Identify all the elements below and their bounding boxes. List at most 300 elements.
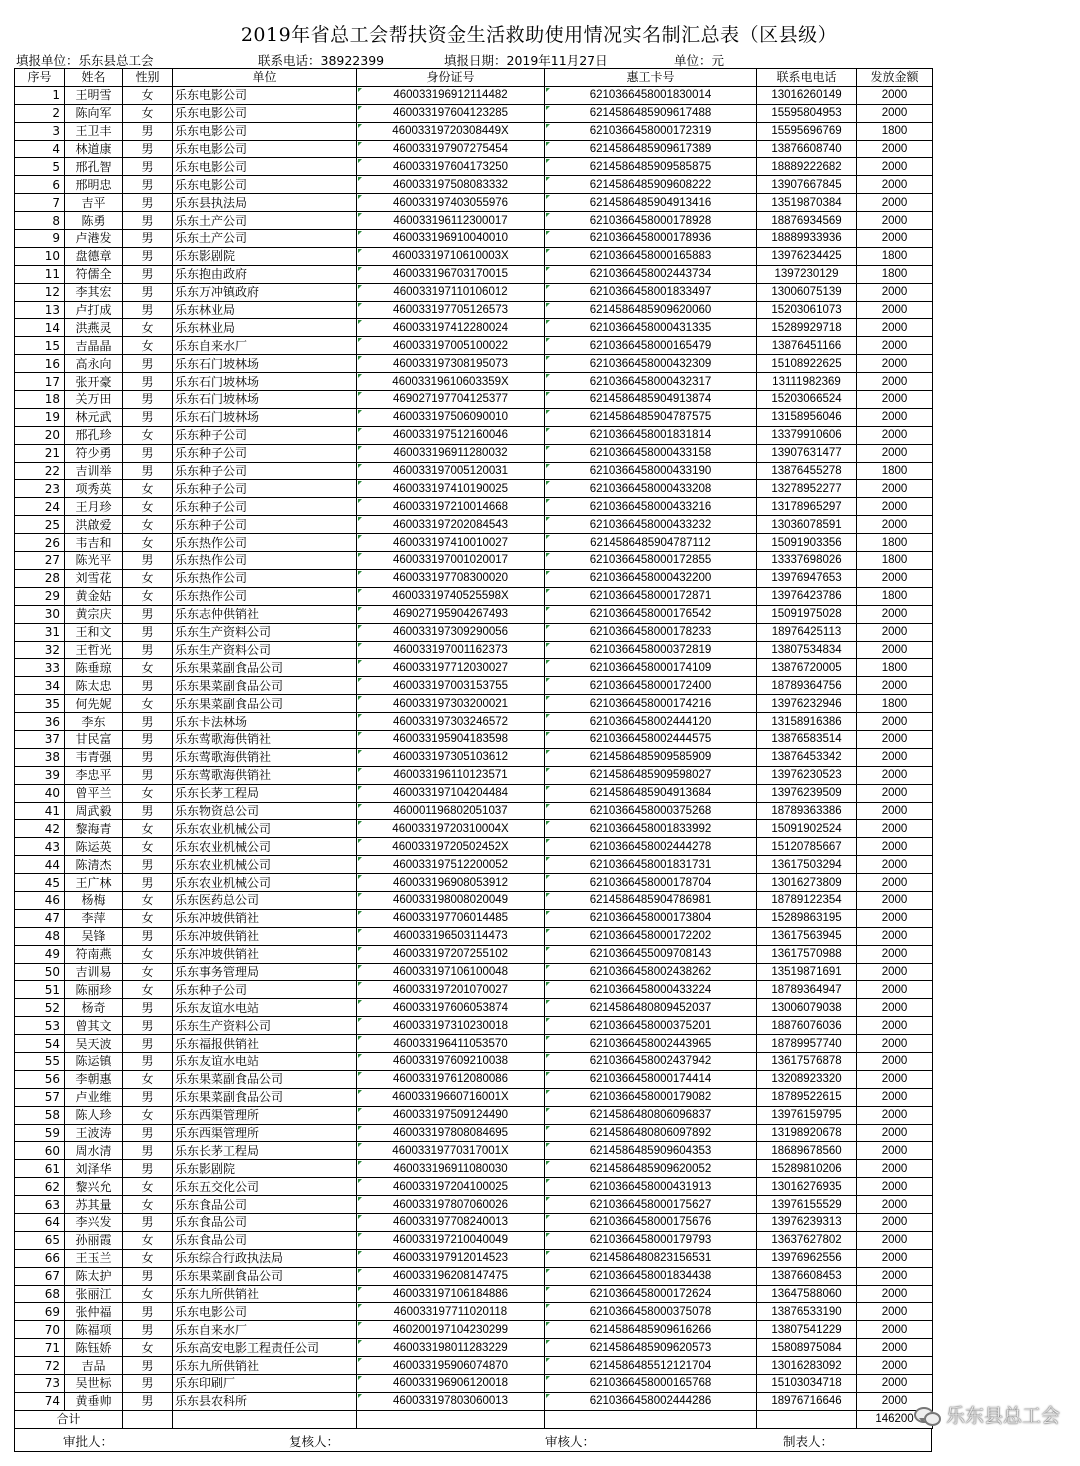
id-number: 460033196908053912 — [357, 874, 545, 892]
table-row — [15, 534, 933, 552]
person-name: 黎兴允 — [65, 1178, 123, 1196]
phone-number: 15289810206 — [757, 1160, 857, 1178]
phone-number: 13876720005 — [757, 659, 857, 677]
table-row — [15, 713, 933, 731]
amount: 2000 — [857, 963, 933, 981]
person-name: 吉平 — [65, 194, 123, 212]
work-unit: 乐东石门坡林场 — [173, 408, 357, 426]
table-row — [15, 1088, 933, 1106]
row-number: 32 — [15, 641, 65, 659]
amount: 2000 — [857, 838, 933, 856]
work-unit: 乐东种子公司 — [173, 516, 357, 534]
card-number: 6210366458000174414 — [545, 1070, 757, 1088]
work-unit: 乐东综合行政执法局 — [173, 1249, 357, 1267]
total-label: 合计 — [15, 1410, 123, 1428]
table-row — [15, 999, 933, 1017]
gender: 男 — [123, 927, 173, 945]
gender: 男 — [123, 462, 173, 480]
work-unit: 乐东种子公司 — [173, 426, 357, 444]
id-number: 469027195904267493 — [357, 605, 545, 623]
row-number: 39 — [15, 766, 65, 784]
person-name: 邢明忠 — [65, 176, 123, 194]
id-number: 460033195904183598 — [357, 730, 545, 748]
id-number: 460033197110106012 — [357, 283, 545, 301]
amount: 2000 — [857, 730, 933, 748]
gender: 女 — [123, 498, 173, 516]
row-number: 57 — [15, 1088, 65, 1106]
id-number: 460033196911280032 — [357, 444, 545, 462]
amount: 2000 — [857, 784, 933, 802]
row-number: 18 — [15, 391, 65, 409]
phone-number: 13876608453 — [757, 1267, 857, 1285]
row-number: 44 — [15, 856, 65, 874]
card-number: 6210366458002438262 — [545, 963, 757, 981]
gender: 男 — [123, 677, 173, 695]
work-unit: 乐东生产资料公司 — [173, 1017, 357, 1035]
card-number: 6210366458000172855 — [545, 552, 757, 570]
phone-number: 13617576878 — [757, 1052, 857, 1070]
id-number: 460033197508083332 — [357, 176, 545, 194]
phone-number: 13379910606 — [757, 426, 857, 444]
work-unit: 乐东县农科所 — [173, 1392, 357, 1410]
phone-number: 13976239313 — [757, 1214, 857, 1232]
col-header-card: 惠工卡号 — [545, 69, 757, 87]
card-number: 6210366458000178704 — [545, 874, 757, 892]
work-unit: 乐东热作公司 — [173, 569, 357, 587]
row-number: 46 — [15, 891, 65, 909]
amount: 2000 — [857, 1267, 933, 1285]
card-number: 6210366458000431913 — [545, 1178, 757, 1196]
gender: 男 — [123, 1017, 173, 1035]
person-name: 符南燕 — [65, 945, 123, 963]
table-row — [15, 677, 933, 695]
amount: 2000 — [857, 1196, 933, 1214]
work-unit: 乐东物资总公司 — [173, 802, 357, 820]
person-name: 黎海青 — [65, 820, 123, 838]
gender: 女 — [123, 337, 173, 355]
row-number: 22 — [15, 462, 65, 480]
work-unit: 乐东果菜副食品公司 — [173, 1267, 357, 1285]
row-number: 40 — [15, 784, 65, 802]
id-number: 460033197412280024 — [357, 319, 545, 337]
table-row — [15, 230, 933, 248]
id-number: 460033197803060013 — [357, 1392, 545, 1410]
table-row — [15, 498, 933, 516]
row-number: 12 — [15, 283, 65, 301]
gender: 女 — [123, 820, 173, 838]
table-row — [15, 194, 933, 212]
phone-number: 1397230129 — [757, 265, 857, 283]
amount: 2000 — [857, 641, 933, 659]
gender: 男 — [123, 283, 173, 301]
gender: 男 — [123, 874, 173, 892]
phone-number: 13976155529 — [757, 1196, 857, 1214]
amount: 2000 — [857, 1160, 933, 1178]
table-row — [15, 587, 933, 605]
person-name: 吉晶晶 — [65, 337, 123, 355]
row-number: 49 — [15, 945, 65, 963]
amount: 2000 — [857, 766, 933, 784]
gender: 男 — [123, 1124, 173, 1142]
amount: 2000 — [857, 391, 933, 409]
col-header-name: 姓名 — [65, 69, 123, 87]
card-number: 6210366458001834438 — [545, 1267, 757, 1285]
table-row — [15, 1142, 933, 1160]
gender: 女 — [123, 516, 173, 534]
amount: 2000 — [857, 1106, 933, 1124]
table-row — [15, 874, 933, 892]
card-number: 6214586485909620052 — [545, 1160, 757, 1178]
row-number: 59 — [15, 1124, 65, 1142]
id-number: 460033197303200021 — [357, 695, 545, 713]
amount: 2000 — [857, 909, 933, 927]
table-row — [15, 1214, 933, 1232]
card-number: 6214586485909620573 — [545, 1339, 757, 1357]
amount: 2000 — [857, 1339, 933, 1357]
person-name: 李朝惠 — [65, 1070, 123, 1088]
person-name: 陈清杰 — [65, 856, 123, 874]
gender: 女 — [123, 981, 173, 999]
card-number: 6210366458000375201 — [545, 1017, 757, 1035]
phone-number: 18876934569 — [757, 212, 857, 230]
phone-number: 13976234425 — [757, 247, 857, 265]
gender: 男 — [123, 1035, 173, 1053]
card-number: 6210366458000172202 — [545, 927, 757, 945]
work-unit: 乐东食品公司 — [173, 1214, 357, 1232]
row-number: 4 — [15, 140, 65, 158]
work-unit: 乐东莺歌海供销社 — [173, 730, 357, 748]
card-number: 6210366458000433158 — [545, 444, 757, 462]
person-name: 洪啟爱 — [65, 516, 123, 534]
table-row — [15, 1339, 933, 1357]
id-number: 460033196110123571 — [357, 766, 545, 784]
work-unit: 乐东莺歌海供销社 — [173, 748, 357, 766]
amount: 2000 — [857, 891, 933, 909]
id-number: 460033196411053570 — [357, 1035, 545, 1053]
person-name: 陈垂琼 — [65, 659, 123, 677]
work-unit: 乐东石门坡林场 — [173, 373, 357, 391]
amount: 1800 — [857, 265, 933, 283]
gender: 男 — [123, 1160, 173, 1178]
row-number: 29 — [15, 587, 65, 605]
page-title: 2019年省总工会帮扶资金生活救助使用情况实名制汇总表（区县级） — [240, 24, 838, 46]
table-row — [15, 963, 933, 981]
row-number: 51 — [15, 981, 65, 999]
card-number: 6214586485904913684 — [545, 784, 757, 802]
work-unit: 乐东生产资料公司 — [173, 641, 357, 659]
work-unit: 乐东莺歌海供销社 — [173, 766, 357, 784]
amount: 2000 — [857, 337, 933, 355]
id-number: 469027197704125377 — [357, 391, 545, 409]
table-row — [15, 301, 933, 319]
col-header-unit: 单位 — [173, 69, 357, 87]
amount: 1800 — [857, 659, 933, 677]
id-number: 460033197612080086 — [357, 1070, 545, 1088]
col-header-id: 身份证号 — [357, 69, 545, 87]
work-unit: 乐东林业局 — [173, 319, 357, 337]
person-name: 刘泽华 — [65, 1160, 123, 1178]
id-number: 460033196503114473 — [357, 927, 545, 945]
gender: 男 — [123, 373, 173, 391]
amount: 2000 — [857, 104, 933, 122]
work-unit: 乐东食品公司 — [173, 1231, 357, 1249]
id-number: 460033198011283229 — [357, 1339, 545, 1357]
work-unit: 乐东土产公司 — [173, 212, 357, 230]
id-number: 460033197609210038 — [357, 1052, 545, 1070]
gender: 女 — [123, 963, 173, 981]
work-unit: 乐东印刷厂 — [173, 1375, 357, 1393]
id-number: 460033197604173250 — [357, 158, 545, 176]
phone-number: 13647588060 — [757, 1285, 857, 1303]
person-name: 陈运镇 — [65, 1052, 123, 1070]
row-number: 54 — [15, 1035, 65, 1053]
work-unit: 乐东种子公司 — [173, 462, 357, 480]
id-number: 46003319720502452X — [357, 838, 545, 856]
person-name: 王和文 — [65, 623, 123, 641]
table-row — [15, 856, 933, 874]
work-unit: 乐东友谊水电站 — [173, 999, 357, 1017]
gender: 男 — [123, 766, 173, 784]
gender: 男 — [123, 999, 173, 1017]
phone-number: 18789363386 — [757, 802, 857, 820]
phone-number: 13158916386 — [757, 713, 857, 731]
table-row — [15, 480, 933, 498]
gender: 男 — [123, 176, 173, 194]
row-number: 38 — [15, 748, 65, 766]
id-number: 460033197005100022 — [357, 337, 545, 355]
person-name: 陈太护 — [65, 1267, 123, 1285]
id-number: 460033197309290056 — [357, 623, 545, 641]
amount: 2000 — [857, 426, 933, 444]
person-name: 陈太忠 — [65, 677, 123, 695]
gender: 女 — [123, 426, 173, 444]
row-number: 63 — [15, 1196, 65, 1214]
person-name: 杨奇 — [65, 999, 123, 1017]
work-unit: 乐东农业机械公司 — [173, 874, 357, 892]
gender: 女 — [123, 891, 173, 909]
gender: 女 — [123, 587, 173, 605]
amount: 2000 — [857, 623, 933, 641]
work-unit: 乐东事务管理局 — [173, 963, 357, 981]
phone-number: 15120785667 — [757, 838, 857, 856]
work-unit: 乐东生产资料公司 — [173, 623, 357, 641]
person-name: 杨梅 — [65, 891, 123, 909]
row-number: 26 — [15, 534, 65, 552]
row-number: 71 — [15, 1339, 65, 1357]
card-number: 6210366458000172319 — [545, 122, 757, 140]
row-number: 33 — [15, 659, 65, 677]
person-name: 卢业维 — [65, 1088, 123, 1106]
phone-number: 15595696769 — [757, 122, 857, 140]
amount: 2000 — [857, 230, 933, 248]
person-name: 王波涛 — [65, 1124, 123, 1142]
phone-number: 13637627802 — [757, 1231, 857, 1249]
phone-number: 13016276935 — [757, 1178, 857, 1196]
person-name: 甘民富 — [65, 730, 123, 748]
phone-number: 13617563945 — [757, 927, 857, 945]
table-row — [15, 1124, 933, 1142]
person-name: 高永向 — [65, 355, 123, 373]
table-row — [15, 426, 933, 444]
id-number: 460033197907275454 — [357, 140, 545, 158]
gender: 男 — [123, 802, 173, 820]
table-row — [15, 659, 933, 677]
amount: 1800 — [857, 122, 933, 140]
row-number: 14 — [15, 319, 65, 337]
phone-number: 15091903356 — [757, 534, 857, 552]
person-name: 黄金姑 — [65, 587, 123, 605]
row-number: 47 — [15, 909, 65, 927]
table-row — [15, 569, 933, 587]
id-number: 460001196802051037 — [357, 802, 545, 820]
row-number: 35 — [15, 695, 65, 713]
work-unit: 乐东自来水厂 — [173, 337, 357, 355]
phone-number: 13907667845 — [757, 176, 857, 194]
person-name: 刘雪花 — [65, 569, 123, 587]
person-name: 吴锋 — [65, 927, 123, 945]
card-number: 6210366458002444286 — [545, 1392, 757, 1410]
gender: 女 — [123, 1178, 173, 1196]
gender: 女 — [123, 659, 173, 677]
row-number: 28 — [15, 569, 65, 587]
work-unit: 乐东冲坡供销社 — [173, 945, 357, 963]
amount: 2000 — [857, 86, 933, 104]
amount: 2000 — [857, 1321, 933, 1339]
work-unit: 乐东自来水厂 — [173, 1321, 357, 1339]
gender: 女 — [123, 838, 173, 856]
person-name: 林元武 — [65, 408, 123, 426]
row-number: 64 — [15, 1214, 65, 1232]
phone-number: 13617570988 — [757, 945, 857, 963]
phone-number: 13876451166 — [757, 337, 857, 355]
preparer-label: 制表人： — [783, 1433, 834, 1449]
amount: 1800 — [857, 462, 933, 480]
person-name: 周武毅 — [65, 802, 123, 820]
row-number: 45 — [15, 874, 65, 892]
amount: 2000 — [857, 158, 933, 176]
amount: 2000 — [857, 140, 933, 158]
card-number: 6210366458002444278 — [545, 838, 757, 856]
gender: 女 — [123, 945, 173, 963]
card-number: 6214586480823156531 — [545, 1249, 757, 1267]
id-number: 460033197310230018 — [357, 1017, 545, 1035]
person-name: 王月珍 — [65, 498, 123, 516]
work-unit: 乐东果菜副食品公司 — [173, 677, 357, 695]
amount: 2000 — [857, 874, 933, 892]
table-row — [15, 1321, 933, 1339]
work-unit: 乐东电影公司 — [173, 104, 357, 122]
gender: 女 — [123, 534, 173, 552]
work-unit: 乐东长茅工程局 — [173, 1142, 357, 1160]
gender: 男 — [123, 122, 173, 140]
gender: 女 — [123, 1231, 173, 1249]
total-row — [15, 1410, 933, 1428]
card-number: 6210366458002444120 — [545, 713, 757, 731]
amount: 2000 — [857, 1249, 933, 1267]
gender: 男 — [123, 408, 173, 426]
work-unit: 乐东高安电影工程责任公司 — [173, 1339, 357, 1357]
table-row — [15, 1035, 933, 1053]
card-number: 6214586485909617488 — [545, 104, 757, 122]
id-number: 460033197308195073 — [357, 355, 545, 373]
work-unit: 乐东电影公司 — [173, 1303, 357, 1321]
person-name: 张丽江 — [65, 1285, 123, 1303]
table-row — [15, 444, 933, 462]
phone-number: 15595804953 — [757, 104, 857, 122]
row-number: 43 — [15, 838, 65, 856]
gender: 女 — [123, 569, 173, 587]
row-number: 24 — [15, 498, 65, 516]
amount: 2000 — [857, 1303, 933, 1321]
phone-number: 13976423786 — [757, 587, 857, 605]
row-number: 36 — [15, 713, 65, 731]
gender: 女 — [123, 480, 173, 498]
row-number: 67 — [15, 1267, 65, 1285]
card-number: 6214586485909608222 — [545, 176, 757, 194]
money-unit: 单位：元 — [674, 53, 725, 68]
phone-number: 18789364756 — [757, 677, 857, 695]
table-row — [15, 391, 933, 409]
person-name: 陈钰娇 — [65, 1339, 123, 1357]
phone-number: 13976962556 — [757, 1249, 857, 1267]
amount: 2000 — [857, 1088, 933, 1106]
amount: 2000 — [857, 1017, 933, 1035]
table-row — [15, 462, 933, 480]
table-row — [15, 1375, 933, 1393]
work-unit: 乐东石门坡林场 — [173, 391, 357, 409]
table-row — [15, 1249, 933, 1267]
phone-number: 15091902524 — [757, 820, 857, 838]
id-number: 460200197104230299 — [357, 1321, 545, 1339]
report-meta — [14, 50, 1064, 68]
gender: 男 — [123, 748, 173, 766]
card-number: 6210366458001833497 — [545, 283, 757, 301]
phone-number: 15091975028 — [757, 605, 857, 623]
id-number: 460033197808084695 — [357, 1124, 545, 1142]
amount: 2000 — [857, 1357, 933, 1375]
card-number: 6210366458000179793 — [545, 1231, 757, 1249]
id-number: 460033197708300020 — [357, 569, 545, 587]
work-unit: 乐东林业局 — [173, 301, 357, 319]
amount: 1800 — [857, 587, 933, 605]
gender: 男 — [123, 1357, 173, 1375]
id-number: 460033197509124490 — [357, 1106, 545, 1124]
gender: 女 — [123, 1196, 173, 1214]
table-row — [15, 552, 933, 570]
id-number: 460033197001162373 — [357, 641, 545, 659]
card-number: 6214586480809452037 — [545, 999, 757, 1017]
card-number: 6210366458001831731 — [545, 856, 757, 874]
id-number: 460033197708240013 — [357, 1214, 545, 1232]
phone-number: 13208923320 — [757, 1070, 857, 1088]
id-number: 460033197106184886 — [357, 1285, 545, 1303]
amount: 2000 — [857, 1124, 933, 1142]
report-sheet — [14, 20, 1064, 1452]
amount: 2000 — [857, 1035, 933, 1053]
row-number: 30 — [15, 605, 65, 623]
table-row — [15, 1160, 933, 1178]
card-number: 6210366458001831814 — [545, 426, 757, 444]
table-row — [15, 337, 933, 355]
id-number: 460033196703170015 — [357, 265, 545, 283]
id-number: 460033197512200052 — [357, 856, 545, 874]
card-number: 6214586485909585875 — [545, 158, 757, 176]
amount: 2000 — [857, 748, 933, 766]
card-number: 6210366458000375078 — [545, 1303, 757, 1321]
phone-number: 13006075139 — [757, 283, 857, 301]
table-row — [15, 909, 933, 927]
phone-number: 18889222682 — [757, 158, 857, 176]
